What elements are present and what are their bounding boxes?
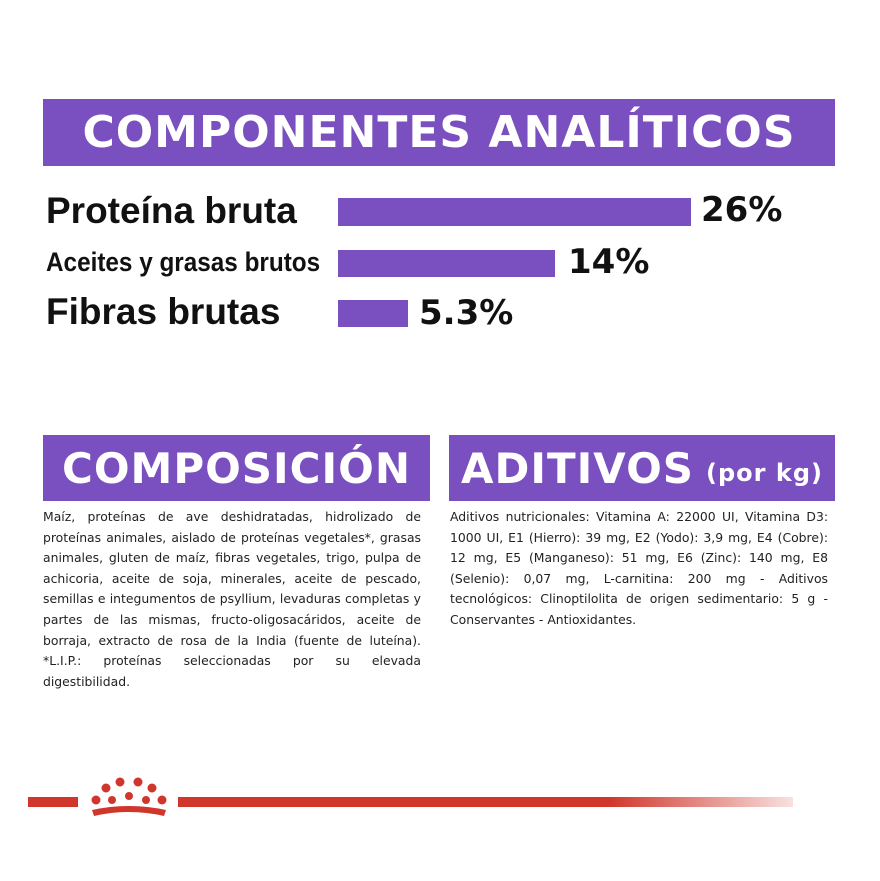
analytics-bar: [338, 300, 408, 327]
brand-line-right: [178, 797, 793, 807]
composition-text: Maíz, proteínas de ave deshidratadas, hidrolizado de proteínas animales, aislado de proteínas vegetales*, grasas animales, gluten de maíz, fibras vegetales, trigo, pulpa de achicoria, aceite de soja, minerales, aceite de pescado, semillas e integumentos de psyllium, levaduras completas y partes de las mismas, fructo-oligosacáridos, aceite de borraja, extracto de rosa de la India (fuente de luteína). *L.I.P.: proteínas seleccionadas por su elevada digestibilidad.: [43, 509, 421, 689]
analytics-title: COMPONENTES ANALÍTICOS: [82, 107, 796, 158]
analytics-row-label: Aceites y grasas brutos: [46, 247, 321, 277]
analytics-row-value: 26%: [701, 190, 783, 230]
composition-title: COMPOSICIÓN: [62, 443, 411, 493]
royal-canin-crown-icon: [86, 776, 172, 822]
additives-subtitle: (por kg): [706, 459, 823, 487]
analytics-row-label: Proteína bruta: [46, 190, 297, 231]
analytics-row-value: 14%: [568, 242, 650, 282]
analytics-title-banner: [43, 99, 835, 166]
brand-line-left: [28, 797, 78, 807]
analytics-row-value: 5.3%: [419, 293, 514, 333]
additives-banner: [449, 435, 835, 501]
analytics-bar: [338, 250, 555, 277]
analytics-row-label: Fibras brutas: [46, 291, 281, 332]
additives-text: Aditivos nutricionales: Vitamina A: 22000 UI, Vitamina D3: 1000 UI, E1 (Hierro): 39 mg, E2 (Yodo): 3,9 mg, E4 (Cobre): 12 mg, E5 (Manganeso): 51 mg, E6 (Zinc): 140 mg, E8 (Selenio): 0,07 mg, L-carnitina: 200 mg - Aditivos tecnológicos: Clinoptilolita de origen sedimentario: 5 g - Conservantes - Antioxidantes.: [450, 509, 828, 627]
additives-title: ADITIVOS: [461, 443, 695, 493]
analytics-bar: [338, 198, 691, 226]
composition-banner: [43, 435, 430, 501]
